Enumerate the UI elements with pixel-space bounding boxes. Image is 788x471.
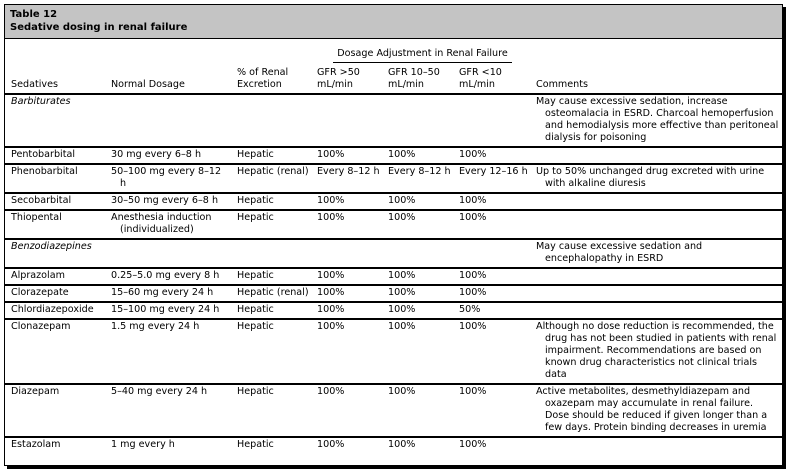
column-header-gfr-lt10: GFR <10 mL/min <box>453 66 530 94</box>
gfr-lt10-value-cell <box>453 319 530 384</box>
table-row <box>5 319 782 384</box>
renal-excretion: Hepatic <box>237 270 274 281</box>
gfr-gt50-value-cell <box>311 319 382 384</box>
table-caption: Sedative dosing in renal failure <box>10 22 188 33</box>
normal-dosage-cell <box>105 268 231 285</box>
drug-name-cell <box>5 319 105 384</box>
drug-name: Clonazepam <box>11 321 71 332</box>
gfr-lt10-value: 100% <box>459 212 487 223</box>
gfr-lt10-value-cell <box>453 437 530 453</box>
normal-dosage: 0.25–5.0 mg every 8 h <box>111 270 220 281</box>
gfr-lt10-value-cell <box>453 268 530 285</box>
gfr-10-50-value-cell <box>382 437 453 453</box>
gfr-10-50-value-cell <box>382 193 453 210</box>
gfr-gt50-value-cell <box>311 193 382 210</box>
normal-dosage: 30 mg every 6–8 h <box>111 149 202 160</box>
renal-excretion-cell <box>231 193 311 210</box>
renal-excretion-cell <box>231 319 311 384</box>
normal-dosage-cell <box>105 437 231 453</box>
gfr-10-50-value: 100% <box>388 212 416 223</box>
renal-excretion-cell <box>231 285 311 302</box>
renal-excretion: Hepatic <box>237 321 274 332</box>
comments-cell <box>530 268 782 285</box>
comments: May cause excessive sedation and encephalopathy in ESRD <box>536 241 703 264</box>
gfr-lt10-value: Every 12–16 h <box>459 166 528 177</box>
gfr-gt50-value-cell <box>311 239 382 268</box>
table-row <box>5 193 782 210</box>
comments-cell <box>530 193 782 210</box>
column-header-sedatives: Sedatives <box>5 66 105 94</box>
gfr-lt10-value: 100% <box>459 149 487 160</box>
gfr-gt50-value: 100% <box>317 287 345 298</box>
gfr-10-50-value-cell <box>382 164 453 193</box>
comments-cell <box>530 319 782 384</box>
normal-dosage-cell <box>105 384 231 437</box>
comments-cell <box>530 164 782 193</box>
normal-dosage-cell <box>105 319 231 384</box>
drug-name-cell <box>5 285 105 302</box>
normal-dosage: 5–40 mg every 24 h <box>111 386 208 397</box>
gfr-lt10-value-cell <box>453 239 530 268</box>
normal-dosage: 1.5 mg every 24 h <box>111 321 200 332</box>
dosage-adjustment-group-header: Dosage Adjustment in Renal Failure <box>311 47 530 66</box>
table-row <box>5 437 782 453</box>
normal-dosage-cell <box>105 302 231 319</box>
renal-excretion-cell <box>231 302 311 319</box>
renal-excretion: Hepatic (renal) <box>237 287 309 298</box>
gfr-gt50-value-cell <box>311 94 382 147</box>
dosing-table <box>5 47 782 453</box>
drug-name: Barbiturates <box>11 96 71 107</box>
renal-excretion-cell <box>231 437 311 453</box>
column-header-normal-dosage: Normal Dosage <box>105 66 231 94</box>
gfr-10-50-value: 100% <box>388 195 416 206</box>
comments-cell <box>530 239 782 268</box>
gfr-gt50-value: 100% <box>317 439 345 450</box>
gfr-lt10-value: 100% <box>459 287 487 298</box>
comments: May cause excessive sedation, increase osteomalacia in ESRD. Charcoal hemoperfusion and hemodialysis more effective than peritoneal dialysis for poisoning <box>536 96 779 143</box>
comments: Up to 50% unchanged drug excreted with urine with alkaline diuresis <box>536 166 765 189</box>
table-row <box>5 164 782 193</box>
gfr-gt50-value: 100% <box>317 304 345 315</box>
gfr-gt50-value-cell <box>311 384 382 437</box>
drug-name-cell <box>5 268 105 285</box>
normal-dosage: Anesthesia induction (individualized) <box>111 212 212 235</box>
renal-excretion: Hepatic <box>237 439 274 450</box>
gfr-lt10-value: 100% <box>459 386 487 397</box>
gfr-10-50-value-cell <box>382 239 453 268</box>
gfr-10-50-value-cell <box>382 94 453 147</box>
drug-name-cell <box>5 210 105 239</box>
table-frame <box>4 4 783 466</box>
gfr-gt50-value: Every 8–12 h <box>317 166 380 177</box>
renal-excretion: Hepatic (renal) <box>237 166 309 177</box>
gfr-10-50-value: 100% <box>388 386 416 397</box>
drug-name-cell <box>5 384 105 437</box>
gfr-10-50-value: 100% <box>388 439 416 450</box>
renal-excretion-cell <box>231 268 311 285</box>
renal-excretion-cell <box>231 384 311 437</box>
normal-dosage-cell <box>105 193 231 210</box>
drug-name-cell <box>5 94 105 147</box>
column-header-renal-excretion: % of Renal Excretion <box>231 66 311 94</box>
comments-cell <box>530 437 782 453</box>
comments-cell <box>530 285 782 302</box>
comments: Active metabolites, desmethyldiazepam and oxazepam may accumulate in renal failure. Dose should be reduced if given longer than a few days. Protein binding decreases in uremia <box>536 386 768 433</box>
gfr-lt10-value-cell <box>453 302 530 319</box>
renal-excretion: Hepatic <box>237 195 274 206</box>
gfr-10-50-value-cell <box>382 384 453 437</box>
drug-name-cell <box>5 147 105 164</box>
gfr-lt10-value: 100% <box>459 321 487 332</box>
table-row <box>5 268 782 285</box>
drug-name: Benzodiazepines <box>11 241 92 252</box>
table-title-band <box>5 5 782 39</box>
gfr-lt10-value-cell <box>453 147 530 164</box>
gfr-lt10-value: 50% <box>459 304 481 315</box>
gfr-gt50-value: 100% <box>317 270 345 281</box>
column-header-gfr-gt50: GFR >50 mL/min <box>311 66 382 94</box>
renal-excretion-cell <box>231 164 311 193</box>
gfr-10-50-value: 100% <box>388 149 416 160</box>
renal-excretion: Hepatic <box>237 386 274 397</box>
gfr-lt10-value-cell <box>453 193 530 210</box>
renal-excretion-cell <box>231 147 311 164</box>
comments-cell <box>530 94 782 147</box>
comments-cell <box>530 302 782 319</box>
normal-dosage-cell <box>105 239 231 268</box>
table-row <box>5 147 782 164</box>
table-row <box>5 285 782 302</box>
drug-name: Pentobarbital <box>11 149 76 160</box>
table-number: Table 12 <box>10 9 58 20</box>
drug-name: Chlordiazepoxide <box>11 304 94 315</box>
gfr-10-50-value: Every 8–12 h <box>388 166 451 177</box>
normal-dosage-cell <box>105 94 231 147</box>
gfr-lt10-value: 100% <box>459 439 487 450</box>
renal-excretion-cell <box>231 239 311 268</box>
gfr-10-50-value: 100% <box>388 287 416 298</box>
normal-dosage: 1 mg every h <box>111 439 175 450</box>
gfr-10-50-value: 100% <box>388 321 416 332</box>
normal-dosage-cell <box>105 147 231 164</box>
renal-excretion: Hepatic <box>237 212 274 223</box>
gfr-gt50-value: 100% <box>317 321 345 332</box>
table-header <box>5 47 782 94</box>
gfr-10-50-value-cell <box>382 147 453 164</box>
gfr-gt50-value-cell <box>311 210 382 239</box>
category-row <box>5 94 782 147</box>
gfr-gt50-value-cell <box>311 164 382 193</box>
drug-name-cell <box>5 193 105 210</box>
normal-dosage: 15–100 mg every 24 h <box>111 304 220 315</box>
gfr-lt10-value-cell <box>453 164 530 193</box>
drug-name: Estazolam <box>11 439 61 450</box>
gfr-gt50-value: 100% <box>317 149 345 160</box>
normal-dosage-cell <box>105 285 231 302</box>
gfr-10-50-value: 100% <box>388 304 416 315</box>
renal-excretion: Hepatic <box>237 149 274 160</box>
table-row <box>5 384 782 437</box>
gfr-lt10-value-cell <box>453 210 530 239</box>
drug-name: Alprazolam <box>11 270 65 281</box>
gfr-gt50-value: 100% <box>317 212 345 223</box>
normal-dosage: 50–100 mg every 8–12 h <box>111 166 222 189</box>
drug-name: Clorazepate <box>11 287 69 298</box>
normal-dosage-cell <box>105 210 231 239</box>
gfr-lt10-value-cell <box>453 285 530 302</box>
drug-name-cell <box>5 164 105 193</box>
gfr-gt50-value-cell <box>311 302 382 319</box>
table-body <box>5 94 782 453</box>
drug-name-cell <box>5 437 105 453</box>
normal-dosage: 30–50 mg every 6–8 h <box>111 195 219 206</box>
gfr-10-50-value-cell <box>382 268 453 285</box>
gfr-gt50-value-cell <box>311 268 382 285</box>
gfr-lt10-value-cell <box>453 94 530 147</box>
column-header-gfr-10-50: GFR 10–50 mL/min <box>382 66 453 94</box>
comments-cell <box>530 210 782 239</box>
drug-name-cell <box>5 302 105 319</box>
gfr-lt10-value: 100% <box>459 195 487 206</box>
gfr-gt50-value: 100% <box>317 386 345 397</box>
gfr-lt10-value: 100% <box>459 270 487 281</box>
category-row <box>5 239 782 268</box>
drug-name: Secobarbital <box>11 195 72 206</box>
table-row <box>5 302 782 319</box>
gfr-gt50-value-cell <box>311 147 382 164</box>
gfr-10-50-value: 100% <box>388 270 416 281</box>
gfr-10-50-value-cell <box>382 210 453 239</box>
gfr-10-50-value-cell <box>382 285 453 302</box>
gfr-gt50-value: 100% <box>317 195 345 206</box>
drug-name-cell <box>5 239 105 268</box>
gfr-gt50-value-cell <box>311 285 382 302</box>
column-header-comments: Comments <box>530 66 782 94</box>
normal-dosage: 15–60 mg every 24 h <box>111 287 214 298</box>
table-row <box>5 210 782 239</box>
drug-name: Thiopental <box>11 212 62 223</box>
renal-excretion: Hepatic <box>237 304 274 315</box>
comments-cell <box>530 384 782 437</box>
comments: Although no dose reduction is recommended, the drug has not been studied in patients with renal impairment. Recommendations are based on known drug characteristics not clinical trials data <box>536 321 777 380</box>
drug-name: Phenobarbital <box>11 166 78 177</box>
drug-name: Diazepam <box>11 386 60 397</box>
gfr-10-50-value-cell <box>382 302 453 319</box>
comments-cell <box>530 147 782 164</box>
renal-excretion-cell <box>231 94 311 147</box>
normal-dosage-cell <box>105 164 231 193</box>
gfr-gt50-value-cell <box>311 437 382 453</box>
gfr-10-50-value-cell <box>382 319 453 384</box>
gfr-lt10-value-cell <box>453 384 530 437</box>
renal-excretion-cell <box>231 210 311 239</box>
